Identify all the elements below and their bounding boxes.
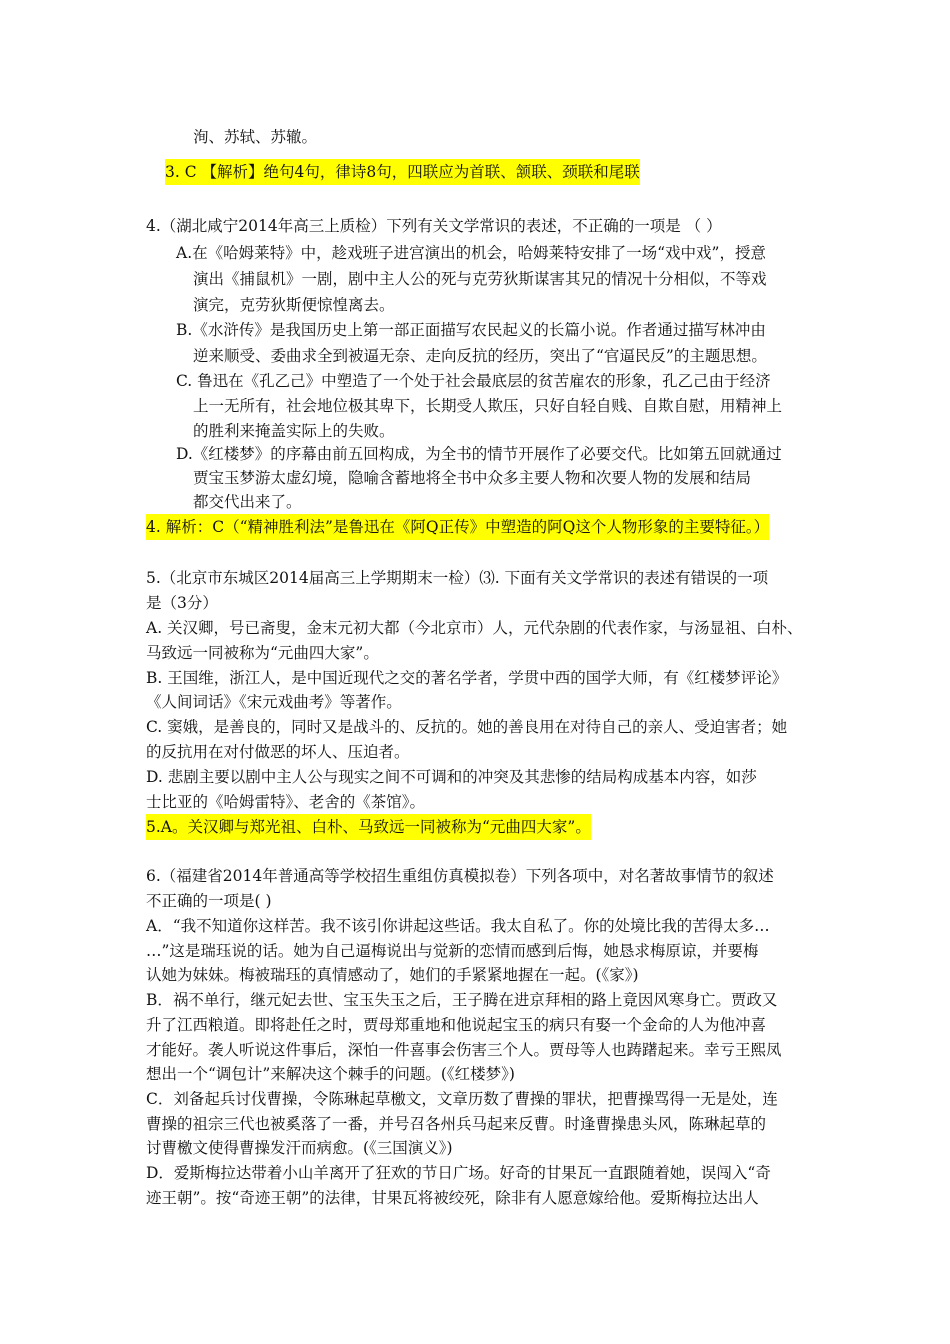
answer-highlight-q4: 4. 解析：C（“精神胜利法”是鲁迅在《阿Q正传》中塑造的阿Q这个人物形象的主要特征。） [146, 514, 769, 540]
option-b: B. 王国维，浙江人，是中国近现代之交的著名学者，学贯中西的国学大师，有《红楼梦评论》 [146, 669, 788, 687]
text-line: 逆来顺受、委曲求全到被逼无奈、走向反抗的经历，突出了“官逼民反”的主题思想。 [193, 347, 767, 365]
option-a: A．“我不知道你这样苦。我不该引你讲起这些话。我太自私了。你的处境比我的苦得太多… [146, 917, 770, 935]
text-line: 演完，克劳狄斯便惊惶离去。 [193, 296, 395, 314]
option-a: A. 关汉卿，号已斋叟，金末元初大都（今北京市）人，元代杂剧的代表作家，与汤显祖、白朴、 [146, 619, 803, 637]
text-line: 不正确的一项是( ) [146, 892, 272, 910]
option-c: C. 鲁迅在《孔乙己》中塑造了一个处于社会最底层的贫苦雇农的形象，孔乙己由于经济 [176, 372, 771, 390]
text-line: …”这是瑞珏说的话。她为自己逼梅说出与觉新的恋情而感到后悔，她恳求梅原谅，并要梅 [146, 942, 759, 960]
answer-highlight-q3: 3. C 【解析】绝句4句，律诗8句，四联应为首联、颔联、颈联和尾联 [165, 159, 640, 185]
question-5-title: 5.（北京市东城区2014届高三上学期期末一检）⑶. 下面有关文学常识的表述有错误的一项 [146, 569, 769, 587]
text-line: 演出《捕鼠机》一剧，剧中主人公的死与克劳狄斯谋害其兄的情况十分相似，不等戏 [193, 270, 767, 288]
text-line: 升了江西粮道。即将赴任之时，贾母郑重地和他说起宝玉的病只有娶一个金命的人为他冲喜 [146, 1016, 767, 1034]
option-b: B．祸不单行，继元妃去世、宝玉失玉之后，王子腾在进京拜相的路上竟因风寒身亡。贾政又 [146, 991, 778, 1009]
option-c: C．刘备起兵讨伐曹操，令陈琳起草檄文，文章历数了曹操的罪状，把曹操骂得一无是处，连 [146, 1090, 778, 1108]
text-line: 想出一个“调包计”来解决这个棘手的问题。(《红楼梦》) [146, 1065, 515, 1083]
option-b: B.《水浒传》是我国历史上第一部正面描写农民起义的长篇小说。作者通过描写林冲由 [176, 321, 766, 339]
text-line: 曹操的祖宗三代也被奚落了一番，并号召各州兵马起来反曹。时逢曹操患头风，陈琳起草的 [146, 1115, 767, 1133]
text-line: 都交代出来了。 [193, 493, 302, 511]
question-6-title: 6.（福建省2014年普通高等学校招生重组仿真模拟卷）下列各项中，对名著故事情节的叙述 [146, 867, 774, 885]
text-line: 士比亚的《哈姆雷特》、老舍的《茶馆》。 [146, 793, 426, 811]
answer-highlight-q5: 5.A。关汉卿与郑光祖、白朴、马致远一同被称为“元曲四大家”。 [146, 814, 591, 840]
text-line: 贾宝玉梦游太虚幻境，隐喻含蓄地将全书中众多主要人物和次要人物的发展和结局 [193, 469, 752, 487]
text-line: 认她为妹妹。梅被瑞珏的真情感动了，她们的手紧紧地握在一起。(《家》) [146, 966, 639, 984]
option-d: D.《红楼梦》的序幕由前五回构成，为全书的情节开展作了必要交代。比如第五回就通过 [176, 445, 782, 463]
question-4-title: 4.（湖北咸宁2014年高三上质检）下列有关文学常识的表述，不正确的一项是 （ ） [146, 217, 722, 235]
text-line: 迹王朝”。按“奇迹王朝”的法律，甘果瓦将被绞死，除非有人愿意嫁给他。爱斯梅拉达出人 [146, 1189, 759, 1207]
option-d: D. 悲剧主要以剧中主人公与现实之间不可调和的冲突及其悲惨的结局构成基本内容，如莎 [146, 768, 757, 786]
option-a: A.在《哈姆莱特》中，趁戏班子进宫演出的机会，哈姆莱特安排了一场“戏中戏”，授意 [176, 244, 766, 262]
option-d: D．爱斯梅拉达带着小山羊离开了狂欢的节日广场。好奇的甘果瓦一直跟随着她，误闯入“奇 [146, 1164, 771, 1182]
text-line: 的胜利来掩盖实际上的失败。 [193, 422, 395, 440]
text-line: 上一无所有，社会地位极其卑下，长期受人欺压，只好自轻自贱、自欺自慰，用精神上 [193, 397, 783, 415]
text-line: 是（3分） [146, 594, 218, 612]
text-line: 《人间词话》《宋元戏曲考》等著作。 [146, 693, 402, 711]
text-line: 的反抗用在对付做恶的坏人、压迫者。 [146, 743, 410, 761]
text-line: 洵、苏轼、苏辙。 [193, 128, 318, 146]
text-line: 马致远一同被称为“元曲四大家”。 [146, 644, 379, 662]
option-c: C. 窦娥，是善良的，同时又是战斗的、反抗的。她的善良用在对待自己的亲人、受迫害者；她 [146, 718, 788, 736]
text-line: 讨曹檄文使得曹操发汗而病愈。(《三国演义》) [146, 1139, 453, 1157]
text-line: 才能好。袭人听说这件事后，深怕一件喜事会伤害三个人。贾母等人也踌躇起来。幸亏王熙凤 [146, 1041, 782, 1059]
